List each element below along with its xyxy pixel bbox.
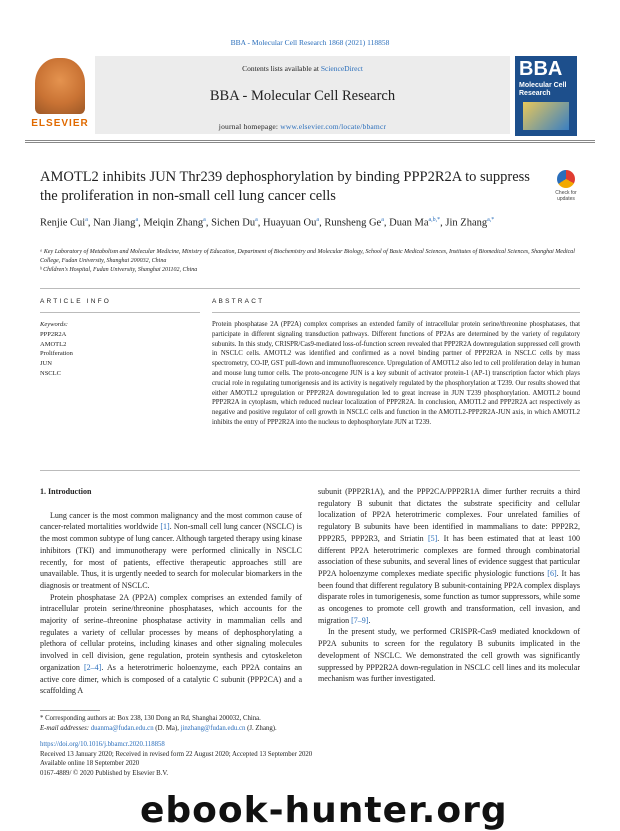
author-list [40,212,560,232]
doi-link[interactable]: https://doi.org/10.1016/j.bbamcr.2020.118858 [40,741,165,748]
email-label: E-mail addresses: [40,724,91,732]
author-name: Jin Zhang [445,217,488,229]
elsevier-tree-icon [35,58,85,114]
header-rule [25,140,595,141]
author-affiliation-marker[interactable]: a [203,217,206,223]
abstract-text: Protein phosphatase 2A (PP2A) complex comprises an extended family of intracellular protein serine/threonine phosphatases, that participate in different signaling transduction pathways. Different functions of PP2As are determined by the variety of regulatory subunits. In this study, CRISPR/Cas9-mediated loss-of-function screen revealed that PPP2R2A downregulation suppressed cell growth in NSCLC cells. AMOTL2 was identified and confirmed as a novel binding partner of PPP2R2A in NSCLC cells by mass spectrometry, CO-IP, GST pull-down and immunofluorescence. Upregulation of AMOTL2 also led to cell proliferation delay in human and mouse lung tumor cells. The proto-oncogene JUN is a key subunit of activator protein-1 (AP-1) transcription factor which plays crucial role in regulating tumorigenesis and its activity is negatively regulated by the phosphorylation at T239. Our results showed that either AMOTL2 upregulation or PPP2R2A downregulation led to great increase in JUN T239 phosphorylation. AMOTL2 bound PPP2R2A in cytoplasm, which reduced nuclear localization of PPP2R2A. In conclusion, AMOTL2 and PPP2R2A act respectively as negative and positive regulator of cell growth in NSCLC cells and function in the AMOTL2-PPP2R2A-JUN axis, in which AMOTL2 inhibits the entry of PPP2R2A into the nucleus to dephosphorylate JUN at T239. [212,321,580,426]
cover-subtitle: Molecular Cell Research [519,82,567,97]
author-name: Meiqin Zhang [143,217,204,229]
email-line [40,724,580,734]
introduction-heading: 1. Introduction [40,487,92,496]
text-run: Lung cancer is the most common malignancy and the most common cause of cancer-related mortalities worldwide [40,510,302,532]
check-updates-icon [557,170,575,188]
text-run: Protein phosphatase 2A (PP2A) complex comprises an extended family of intracellular protein serine/threonine phosphatases, which accounts for the majority of serine–threonine phosphatase activity in mammalian cells and regulates a variety of cellular processes by means of dephosphorylating a plethora of cellular proteins, including kinases and other signaling molecules involved in cell division, gene regulation, protein synthesis and cytoskeleton organization [40,592,302,672]
homepage-link[interactable]: www.elsevier.com/locate/bbamcr [280,122,387,131]
author-separator: , [440,217,446,229]
received-dates: Received 13 January 2020; Received in revised form 22 August 2020; Accepted 13 September 2020 [40,750,313,758]
watermark: ebook-hunter.org [140,790,508,831]
author-affiliation-marker[interactable]: a [316,217,320,223]
keyword: PPP2R2A [40,330,67,338]
affiliations [40,248,580,275]
citation-link[interactable]: [2–4] [84,662,102,672]
journal-citation-header: BBA - Molecular Cell Research 1868 (2021) 118858 [230,38,390,47]
available-online: Available online 18 September 2020 [40,760,140,767]
check-for-updates-button[interactable] [552,170,580,204]
affiliation-b: ᵇ Children's Hospital, Fudan University, Shanghai 201102, China [40,267,198,273]
citation-link[interactable]: [7–9] [351,615,369,625]
body-column-right [318,486,580,685]
author-separator: , [87,217,94,229]
abstract-bottom-rule [40,470,580,471]
text-run: . As a heterotrimeric holoenzyme, each PP2A contains an active core dimer, which is composed of a catalytic C subunit (PPP2CA) and a scaffolding A [40,662,302,696]
email-owner: (D. Ma), [153,724,181,732]
footnotes [40,714,580,733]
keyword: JUN [40,360,52,368]
author-name: Runsheng Ge [324,217,382,229]
affiliation-a: ᵃ Key Laboratory of Metabolism and Molecular Medicine, Ministry of Education, Department of Biochemistry and Molecular Biology, School of Basic Medical Sciences, Institutes of Biomedical Sciences, Shanghai Medical College, Fudan University, Shanghai 200032, China [40,249,575,264]
journal-title: BBA - Molecular Cell Research [209,88,396,104]
homepage-prefix: journal homepage: [218,122,281,131]
abstract-rule [212,312,580,313]
email-link-zhang[interactable]: jinzhang@fudan.edu.cn [180,724,246,732]
author-name: Sichen Du [211,217,256,229]
elsevier-logo [25,56,95,136]
author-name: Nan Jiang [93,217,136,229]
text-run: . Non-small cell lung cancer (NSCLC) is the most common subtype of lung cancer. Although targeted therapy using kinase inhibitors (TKI) and immunotherapy were performed clinically in NSCLC recently, for most of patients, effective therapeutic approaches still are unavailable. Thus, it is urgently needed to search for molecular biomarkers in the diagnosis or treatment of NSCLC. [40,522,302,590]
sciencedirect-link[interactable]: ScienceDirect [320,64,363,73]
author-separator: , [319,217,325,229]
text-run: . It has been estimated that at least 100 different PP2A heterotrimeric complexes are formed through combinatorial association of these subunits, and several lines of evidence suggest that particular PP2A holoenzyme complexes mediate specific physiologic functions [318,533,580,578]
keyword: NSCLC [40,369,61,377]
author-affiliation-marker[interactable]: a [135,217,139,223]
text-run: . [368,615,371,625]
paragraph [40,510,302,592]
keywords-title: Keywords: [40,321,68,328]
footnote-rule [40,710,100,711]
cover-title: BBA [519,58,563,80]
corresponding-author-note: * Corresponding authors at: Box 238, 130 Dong an Rd, Shanghai 200032, China. [40,715,261,722]
publication-info [40,740,580,778]
section-rule [40,288,580,289]
cover-image [523,102,569,130]
body-column-left [40,486,302,697]
keyword: Proliferation [40,350,73,358]
article-info-rule [40,312,200,313]
email-owner: (J. Zhang). [245,724,277,732]
header-rule-secondary [25,142,595,143]
author-separator: , [257,217,264,229]
keyword: AMOTL2 [40,340,67,348]
author-affiliation-marker[interactable]: a,* [487,217,495,223]
contents-prefix: Contents lists available at [242,64,321,73]
author-affiliation-marker[interactable]: a [85,217,88,223]
author-name: Huayuan Ou [263,217,317,229]
citation-link[interactable]: [6] [547,568,557,578]
citation-link[interactable]: [1] [160,522,170,532]
abstract-heading: ABSTRACT [212,298,265,305]
journal-cover [515,56,577,136]
paragraph [318,486,580,626]
author-affiliation-marker[interactable]: a [381,217,384,223]
author-separator: , [383,217,390,229]
author-affiliation-marker[interactable]: a [255,217,258,223]
author-name: Renjie Cui [40,217,86,229]
author-name: Duan Ma [389,217,429,229]
citation-link[interactable]: [5] [427,533,438,543]
paragraph: In the present study, we performed CRISPR-Cas9 mediated knockdown of PP2A subunits to screen for the regulatory B subunits implicated in the development of NSCLC. We demonstrated the cell growth was significantly suppressed by PPP2R2A down-regulation in NSCLC cell lines and its molecular mechanism was further investigated. [318,627,580,684]
paragraph [40,592,302,697]
keywords-block [40,320,200,379]
author-separator: , [205,217,212,229]
copyright: 0167-4889/ © 2020 Published by Elsevier B.V. [40,769,169,777]
elsevier-wordmark: ELSEVIER [31,118,89,129]
text-run: . It has been found that different regulatory B subunit-containing PP2A complex displays disparate roles in tumorigenesis, some function as tumor suppressors, while some as oncogenes to promote cell growth and transformation, cell invasion, and migration [318,568,580,625]
author-affiliation-marker[interactable]: a,b,* [428,217,441,223]
article-title: AMOTL2 inhibits JUN Thr239 dephosphorylation by binding PPP2R2A to suppress the proliferation in non-small cell lung cancer cells [40,169,530,204]
contents-line [95,64,510,73]
article-info-heading: ARTICLE INFO [40,298,112,305]
text-run: subunit (PPP2R1A), and the PPP2CA/PPP2R1A dimer further recruits a third regulatory B subunit that dictates the substrate specificity and cellular localization of PP2A heterotrimeric complexes. Four unrelated families of regulatory B subunits have been identified in mammalians to date: PPP2R2, PPP2R5, PPP2R3, and Striatin [318,487,580,543]
author-separator: , [138,217,144,229]
journal-homepage [95,122,510,131]
check-updates-label: Check for updates [555,190,577,202]
email-link-ma[interactable]: duanma@fudan.edu.cn [90,724,154,732]
